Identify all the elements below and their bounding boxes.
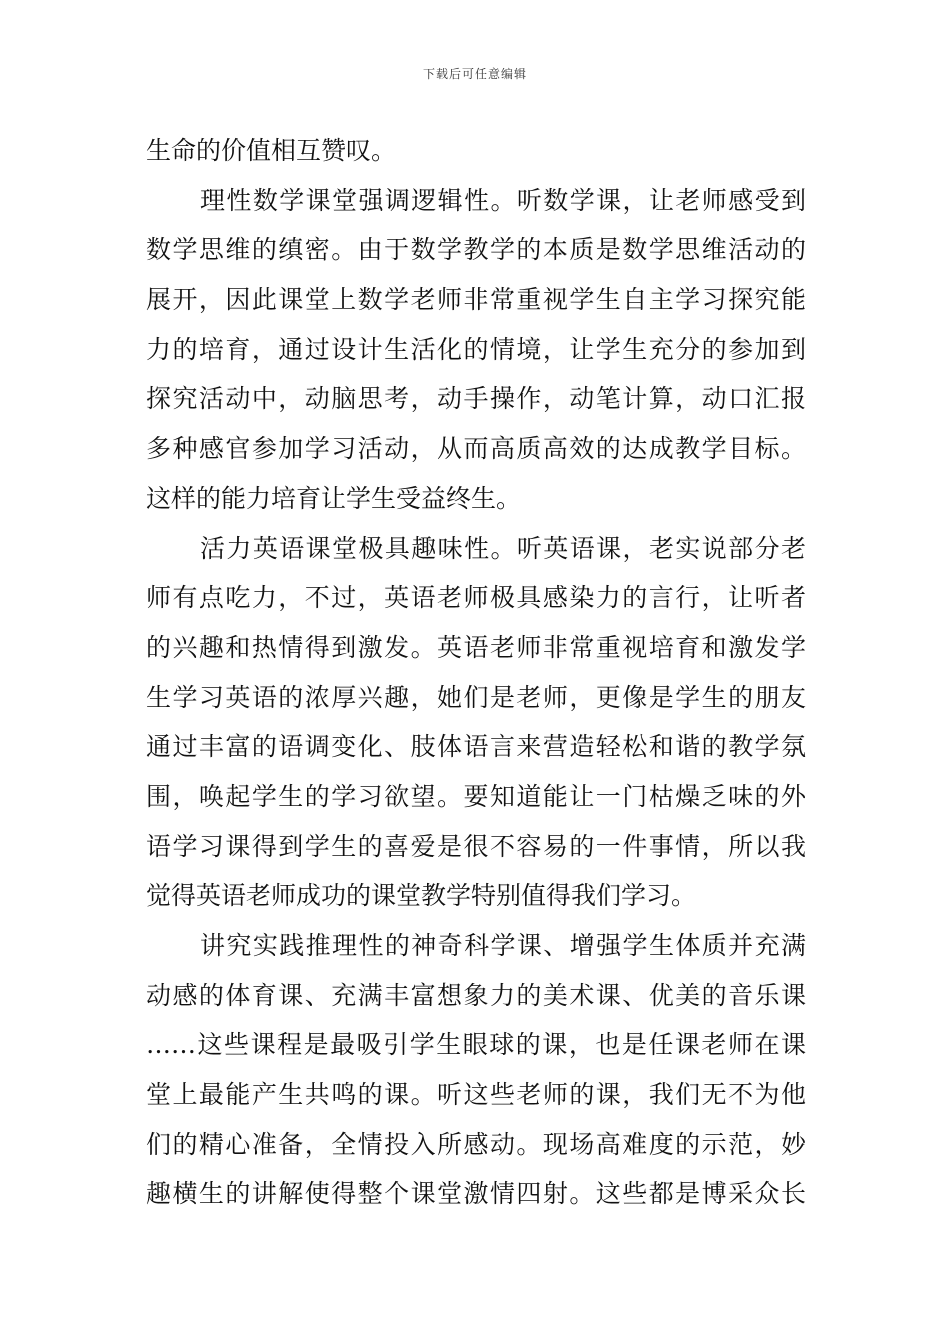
text-line: 展开，因此课堂上数学老师非常重视学生自主学习探究能 bbox=[146, 285, 806, 315]
text-line: 堂上最能产生共鸣的课。听这些老师的课，我们无不为他 bbox=[146, 1080, 806, 1110]
paragraph-first-line: 理性数学课堂强调逻辑性。听数学课，让老师感受到 bbox=[200, 185, 806, 215]
text-line: 通过丰富的语调变化、肢体语言来营造轻松和谐的教学氛 bbox=[146, 732, 806, 762]
text-line: 这样的能力培育让学生受益终生。 bbox=[146, 483, 522, 513]
text-line: ……这些课程是最吸引学生眼球的课，也是任课老师在课 bbox=[146, 1030, 806, 1060]
text-line: 们的精心准备，全情投入所感动。现场高难度的示范，妙 bbox=[146, 1129, 806, 1159]
text-line: 语学习课得到学生的喜爱是很不容易的一件事情，所以我 bbox=[146, 831, 806, 861]
text-line: 多种感官参加学习活动，从而高质高效的达成教学目标。 bbox=[146, 434, 806, 464]
text-line: 数学思维的缜密。由于数学教学的本质是数学思维活动的 bbox=[146, 235, 806, 265]
text-line: 生命的价值相互赞叹。 bbox=[146, 136, 397, 165]
text-line: 围，唤起学生的学习欲望。要知道能让一门枯燥乏味的外 bbox=[146, 781, 806, 811]
paragraph-first-line: 讲究实践推理性的神奇科学课、增强学生体质并充满 bbox=[200, 931, 806, 960]
text-line: 的兴趣和热情得到激发。英语老师非常重视培育和激发学 bbox=[146, 632, 806, 662]
text-line: 觉得英语老师成功的课堂教学特别值得我们学习。 bbox=[146, 881, 697, 911]
page-header-note: 下载后可任意编辑 bbox=[422, 67, 527, 81]
paragraph-first-line: 活力英语课堂极具趣味性。听英语课，老实说部分老 bbox=[200, 533, 806, 563]
text-line: 力的培育，通过设计生活化的情境，让学生充分的参加到 bbox=[146, 334, 806, 364]
text-line: 趣横生的讲解使得整个课堂激情四射。这些都是博采众长 bbox=[146, 1179, 806, 1209]
document-body bbox=[146, 126, 806, 1219]
text-line: 师有点吃力，不过，英语老师极具感染力的言行，让听者 bbox=[146, 583, 806, 613]
text-line: 探究活动中，动脑思考，动手操作，动笔计算，动口汇报 bbox=[146, 384, 806, 414]
text-line: 生学习英语的浓厚兴趣，她们是老师，更像是学生的朋友 bbox=[146, 682, 806, 712]
text-line: 动感的体育课、充满丰富想象力的美术课、优美的音乐课 bbox=[146, 980, 806, 1010]
